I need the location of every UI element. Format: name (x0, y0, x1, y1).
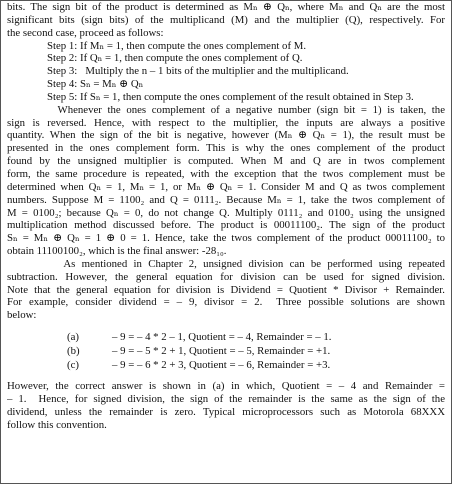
paragraph-signed-division (7, 258, 445, 322)
text-line: below: (7, 309, 37, 322)
step-line: Step 3: Multiply the n – 1 bits of the multiplier and the multiplicand. (47, 65, 349, 78)
text-line: However, the correct answer is shown in (a) in which, Quotient = – 4 and Remainder = (7, 380, 445, 393)
text-line: form, the same procedure is repeated, with the exception that the twos complement must be (7, 167, 445, 180)
text-line: M = 0100₂; because Qₙ = 0, do not change Q. Multiply 0111₂ and 0100₂ using the unsigned (7, 206, 445, 219)
text-line: determined when Qₙ = 1, Mₙ = 1, or Mₙ ⊕ Qₙ = 1. Consider M and Q as twos complement (7, 180, 445, 193)
text-line: For example, consider dividend = – 9, divisor = 2. Three possible solutions are shown (7, 296, 445, 309)
text-line: multiplication method discussed before. The product is 00011100₂. The sign of the product (7, 219, 445, 232)
example-label: (a) (67, 331, 79, 344)
example-expression: – 9 = – 5 * 2 + 1, Quotient = – 5, Remainder = +1. (112, 345, 331, 358)
text-line: quantity. When the sign of the bit is negative, however (Mₙ ⊕ Qₙ = 1), the result must be (7, 129, 445, 142)
text-line: obtain 11100100₂, which is the final answer: -28₁₀. (7, 245, 227, 258)
text-line: the second case, proceed as follows: (7, 26, 164, 39)
example-row (7, 358, 445, 372)
text-line: found by the unsigned multiplier is computed. When M and Q are in twos complement (7, 155, 445, 168)
text-line: significant bits (sign bits) of the multiplicand (M) and the multiplier (Q), respectively. For (7, 13, 445, 26)
procedure-steps (7, 40, 445, 104)
text-line: numbers. Suppose M = 1100₂ and Q = 0111₂. Because Mₙ = 1, take the twos complement of (7, 193, 445, 206)
text-line: subtraction. However, the general equation for division can be used for signed division. (7, 270, 445, 283)
spacer (7, 372, 445, 380)
example-label: (b) (67, 345, 80, 358)
step-line: Step 4: Sₙ = Mₙ ⊕ Qₙ (47, 78, 144, 91)
division-examples (7, 330, 445, 372)
step-line: Step 2: If Qₙ = 1, then compute the ones complement of Q. (47, 52, 303, 65)
paragraph-conclusion (7, 380, 445, 431)
text-line: Whenever the ones complement of a negative number (sign bit = 1) is taken, the (7, 103, 445, 116)
paragraph-ones-complement (7, 104, 445, 258)
text-line: Sₙ = Mₙ ⊕ Qₙ = 1 ⊕ 0 = 1. Hence, take the twos complement of the product 00011100₂ to (7, 232, 445, 245)
text-line: bits. The sign bit of the product is determined as Mₙ ⊕ Qₙ, where Mₙ and Qₙ are the most (7, 1, 445, 13)
step-line: Step 1: If Mₙ = 1, then compute the ones complement of M. (47, 39, 307, 52)
spacer (7, 322, 445, 330)
example-label: (c) (67, 359, 79, 372)
example-row (7, 330, 445, 344)
example-row (7, 344, 445, 358)
text-line: sign is reversed. Hence, with respect to the multiplier, the inputs are always a positive (7, 116, 445, 129)
text-line: As mentioned in Chapter 2, unsigned division can be performed using repeated (7, 257, 445, 270)
text-line: dividend, unless the remainder is zero. Typical microprocessors such as Motorola 68XXX (7, 405, 445, 418)
text-line: Note that the general equation for division is Dividend = Quotient * Divisor + Remainder. (7, 283, 445, 296)
example-expression: – 9 = – 6 * 2 + 3, Quotient = – 6, Remainder = +3. (112, 359, 331, 372)
text-line: presented in the ones complement form. This is why the ones complement of the product (7, 142, 445, 155)
step-line: Step 5: If Sₙ = 1, then compute the ones complement of the result obtained in Step 3. (47, 90, 414, 103)
text-line: follow this convention. (7, 418, 107, 431)
paragraph-sign-bit (7, 1, 445, 40)
text-line: – 1. Hence, for signed division, the sign of the remainder is the same as the sign of the (7, 392, 445, 405)
example-expression: – 9 = – 4 * 2 – 1, Quotient = – 4, Remainder = – 1. (112, 331, 332, 344)
